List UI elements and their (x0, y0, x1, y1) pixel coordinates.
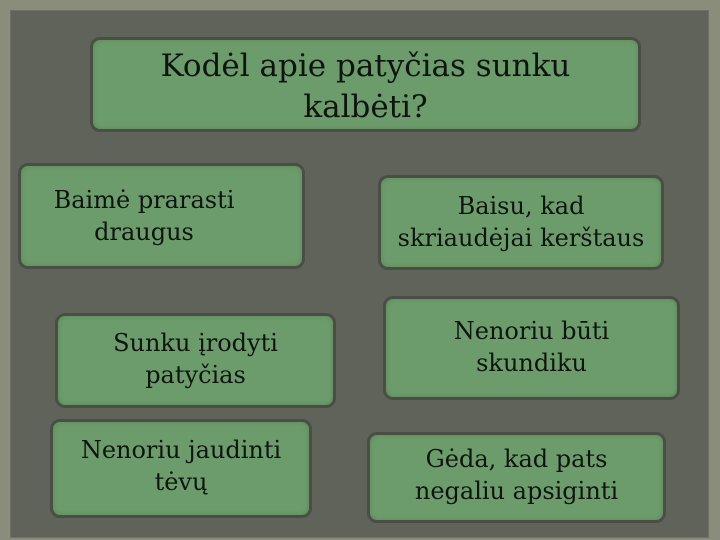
reason-text: Gėda, kad pats negaliu apsiginti (414, 445, 619, 506)
reason-box-fear-revenge (378, 175, 664, 270)
reason-text: Nenoriu būti skundiku (453, 317, 610, 378)
reason-text: Baimė prarasti draugus (53, 186, 235, 247)
reason-box-shame (367, 432, 666, 523)
reason-box-not-worry-parents (50, 419, 312, 518)
reason-box-not-snitch (383, 296, 680, 400)
slide-title: Kodėl apie patyčias sunku kalbėti? (160, 48, 571, 126)
reason-text: Sunku įrodyti patyčias (113, 329, 278, 390)
reason-text: Baisu, kad skriaudėjai kerštaus (397, 192, 645, 253)
reason-text: Nenoriu jaudinti tėvų (80, 436, 282, 497)
reason-box-fear-losing-friends (18, 163, 305, 269)
title-box (90, 37, 641, 132)
reason-box-hard-to-prove (55, 313, 336, 408)
